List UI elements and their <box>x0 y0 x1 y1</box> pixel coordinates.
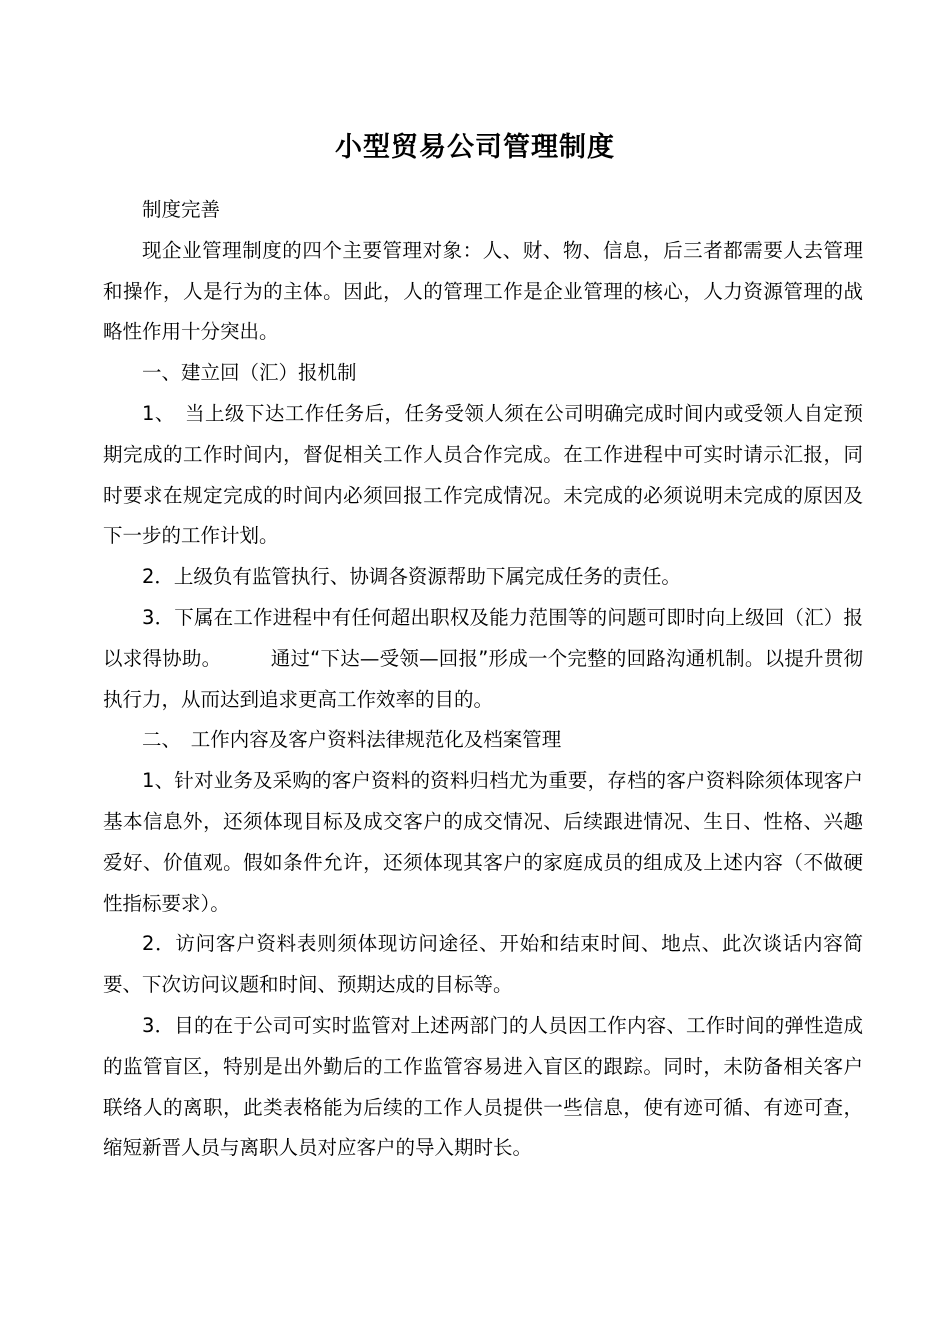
paragraph-records-1: 1、针对业务及采购的客户资料的资料归档尤为重要，存档的客户资料除须体现客户基本信息外，还须体现目标及成交客户的成交情况、后续跟进情况、生日、性格、兴趣爱好、价值观。假如条件允许，还须体现其客户的家庭成员的组成及上述内容（不做硬性指标要求）。 <box>103 769 863 915</box>
paragraph-records-3: 3．目的在于公司可实时监管对上述两部门的人员因工作内容、工作时间的弹性造成的监管盲区，特别是出外勤后的工作监管容易进入盲区的跟踪。同时，未防备相关客户联络人的离职，此类表格能为后续的工作人员提供一些信息，使有迹可循、有迹可查，缩短新晋人员与离职人员对应客户的导入期时长。 <box>103 1013 863 1160</box>
document-body <box>103 190 863 1169</box>
paragraph-reporting-2: 2．上级负有监管执行、协调各资源帮助下属完成任务的责任。 <box>142 565 681 589</box>
paragraph-reporting-3: 3．下属在工作进程中有任何超出职权及能力范围等的问题可即时向上级回（汇）报以求得协助。 通过“下达—受领—回报”形成一个完整的回路沟通机制。以提升贯彻执行力，从而达到追求更高工作效率的目的。 <box>103 605 863 711</box>
section-heading-records: 二、 工作内容及客户资料法律规范化及档案管理 <box>142 728 562 752</box>
document-title: 小型贸易公司管理制度 <box>335 132 615 163</box>
paragraph-intro: 现企业管理制度的四个主要管理对象：人、财、物、信息，后三者都需要人去管理和操作，人是行为的主体。因此，人的管理工作是企业管理的核心，人力资源管理的战略性作用十分突出。 <box>103 238 863 344</box>
paragraph-records-2: 2．访问客户资料表则须体现访问途径、开始和结束时间、地点、此次谈话内容简要、下次访问议题和时间、预期达成的目标等。 <box>103 932 863 997</box>
section-heading-reporting: 一、建立回（汇）报机制 <box>142 361 357 385</box>
paragraph-reporting-1: 1、 当上级下达工作任务后，任务受领人须在公司明确完成时间内或受领人自定预期完成的工作时间内，督促相关工作人员合作完成。在工作进程中可实时请示汇报，同时要求在规定完成的时间内必须回报工作完成情况。未完成的必须说明未完成的原因及下一步的工作计划。 <box>103 401 863 548</box>
paragraph-system-improvement: 制度完善 <box>142 198 221 221</box>
